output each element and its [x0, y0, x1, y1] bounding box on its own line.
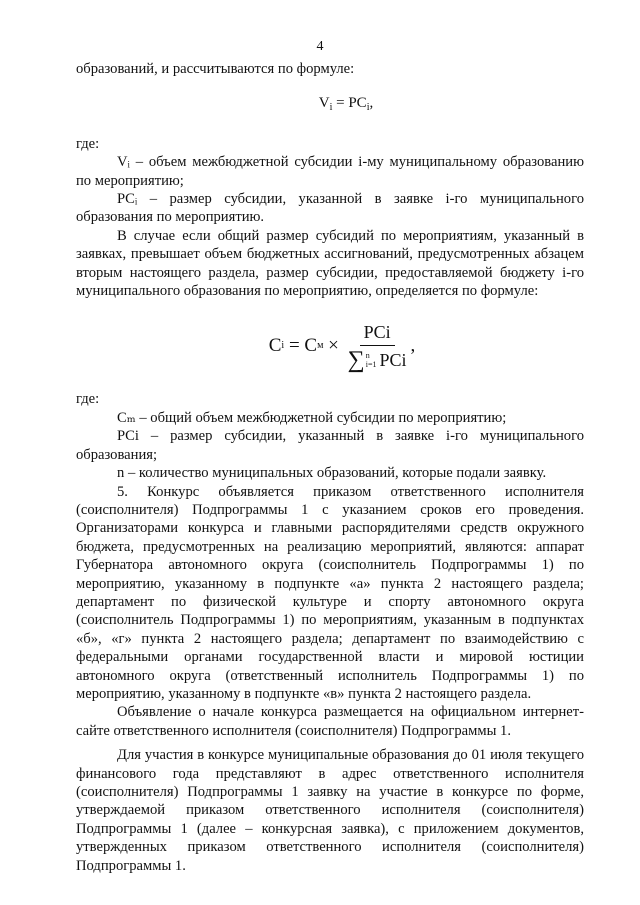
- formula-ci-times: ×: [323, 335, 344, 357]
- sum-upper-limit: n: [365, 350, 370, 360]
- formula-vi-lhs: V: [318, 95, 330, 112]
- formula-ci-denominator: [348, 346, 407, 372]
- paragraph-participation: Для участия в конкурсе муниципальные образования до 01 июля текущего финансового года представляют в адрес ответственного исполнителя (соисполнителя) Подпрограммы 1 заявку на участие в конкурсе по форме, утверждаемой приказом ответственного исполнителя (соисполнителя) Подпрограммы 1 (далее – конкурсная заявка), с приложением документов, утвержденных приказом ответственного исполнителя (соисполнителя) Подпрограммы 1.: [76, 747, 584, 874]
- formula-vi-rhs: PC: [348, 95, 367, 112]
- page-number: 4: [316, 39, 324, 54]
- definition-cm: Сₘ – общий объем межбюджетной субсидии по мероприятию;: [117, 409, 507, 426]
- document-body: [76, 60, 584, 875]
- formula-ci-tail: ,: [410, 335, 416, 357]
- definition-pci: PCᵢ – размер субсидии, указанной в заявке i-го муниципального образования по мероприятию.: [76, 191, 584, 226]
- paragraph-intro: образований, и рассчитываются по формуле:: [76, 61, 355, 77]
- sum-limits: [366, 351, 377, 369]
- formula-ci-lhs: C: [268, 335, 282, 357]
- formula-ci-den-term: PCi: [379, 349, 407, 370]
- paragraph-5: 5. Конкурс объявляется приказом ответственного исполнителя (соисполнителя) Подпрограммы 1 с указанием сроков его проведения. Организаторами конкурса и главными распорядителями средств окружного бюджета, предусмотренных на реализацию мероприятий, являются: аппарат Губернатора автономного округа (соисполнитель Подпрограммы 1) по мероприятию, указанному в подпункте «а» пункта 2 настоящего раздела; департамент по физической культуре и спорту автономного округа (соисполнитель Подпрограммы 1) по мероприятиям, указанным в подпунктах «б», «г» пункта 2 настоящего раздела; департамент по взаимодействию с федеральными органами государственной власти и мировой юстиции автономного округа (ответственный исполнитель Подпрограммы 1) по мероприятию, указанному в подпункте «в» пункта 2 настоящего раздела.: [76, 483, 584, 702]
- sigma-symbol: ∑: [347, 346, 365, 373]
- formula-ci-numerator: PCi: [360, 321, 395, 346]
- definition-n: n – количество муниципальных образований, которые подали заявку.: [117, 465, 547, 482]
- paragraph-case: В случае если общий размер субсидий по мероприятиям, указанный в заявках, превышает объем бюджетных ассигнований, предусмотренных абзацем вторым настоящего раздела, размер субсидии, предоставляемой бюджету i-го муниципального образования по мероприятию, определяется по формуле:: [76, 227, 584, 300]
- definition-vi: Vᵢ – объем межбюджетной субсидии i-му муниципальному образованию по мероприятию;: [76, 154, 584, 189]
- paragraph-announcement: Объявление о начале конкурса размещается на официальном интернет-сайте ответственного исполнителя (соисполнителя) Подпрограммы 1.: [76, 704, 584, 739]
- formula-ci-cm: C: [304, 335, 318, 357]
- definition-pci-2: PCi – размер субсидии, указанный в заявке i-го муниципального образования;: [76, 428, 584, 463]
- formula-vi-rhs-sub: i: [366, 102, 370, 114]
- formula-ci: C i = C м × PCi ∑ n i=1 PCi ,: [268, 321, 416, 373]
- formula-ci-fraction: [348, 321, 407, 372]
- formula-vi-lhs-sub: i: [329, 102, 333, 114]
- where-label-1: где:: [76, 135, 100, 152]
- sum-lower-limit: i=1: [365, 359, 377, 369]
- formula-ci-eq: =: [284, 335, 305, 357]
- formula-vi: $V_i = PC_i$,: [318, 95, 374, 114]
- where-label-2: где:: [76, 391, 100, 408]
- formula-vi-tail: ,: [369, 95, 374, 112]
